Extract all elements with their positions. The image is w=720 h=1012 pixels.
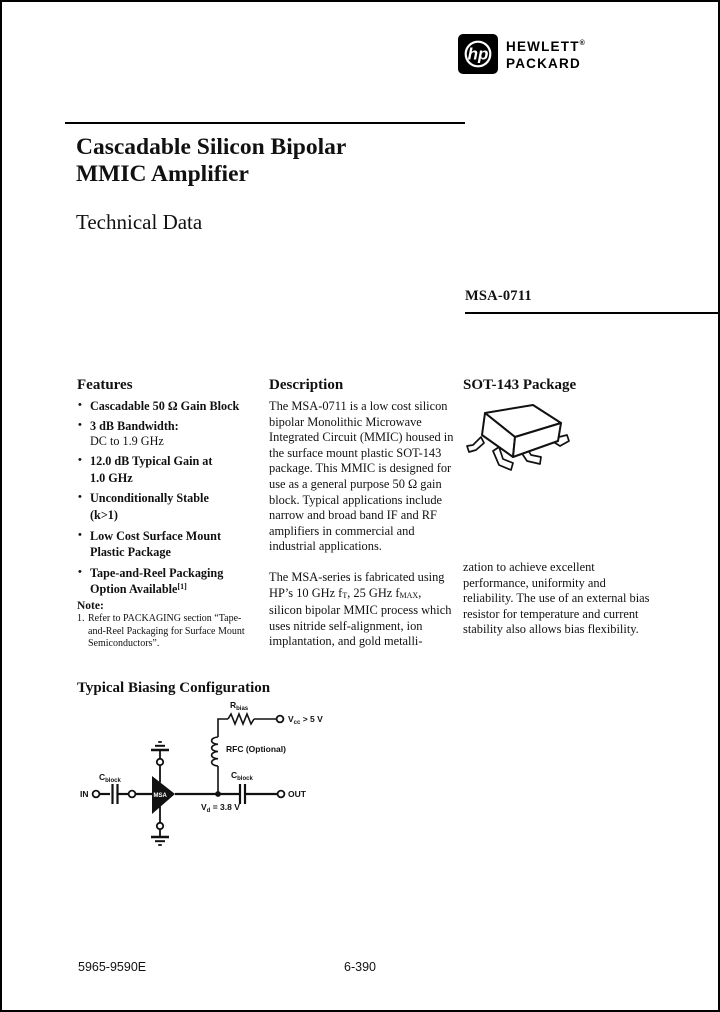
package-section (463, 377, 718, 481)
hp-logo-icon (458, 34, 498, 74)
bias-resistor (228, 714, 254, 724)
feature-text: Low Cost Surface Mount (90, 528, 222, 543)
page-subtitle: Technical Data (76, 210, 203, 234)
footnote-ref: [1] (177, 582, 187, 592)
bullet-icon: • (78, 565, 82, 578)
feature-item: • Low Cost Surface Mount Plastic Package (78, 528, 222, 560)
biasing-circuit-diagram (80, 697, 412, 859)
note-text: Refer to PACKAGING section “Tape-and-Reel Packaging for Surface Mount Semiconductors”. (88, 613, 245, 650)
page-title (76, 134, 346, 187)
feature-item: • 3 dB Bandwidth: DC to 1.9 GHz (78, 419, 179, 449)
description-section (269, 377, 457, 650)
input-terminal (93, 791, 100, 798)
vcc-terminal (277, 716, 284, 723)
top-via (157, 759, 163, 765)
bullet-icon: • (78, 454, 82, 467)
feature-text: Unconditionally Stable (90, 491, 209, 506)
vd-label: $V_d = 3.8$ V (201, 802, 240, 814)
page-number: 6-390 (344, 960, 376, 974)
in-label: IN (80, 788, 89, 799)
feature-text: Tape-and-Reel Packaging (90, 565, 224, 580)
bottom-via (157, 823, 163, 829)
features-section (77, 377, 262, 603)
output-terminal (278, 791, 285, 798)
description-paragraph-2: The MSA-series is fabricated using HP’s 10 GHz fT, 25 GHz fMAX, silicon bipolar MMIC process which uses nitride self-alignment, ion implantation, and gold metalli- (269, 569, 452, 649)
vcc-label: $V_{cc} > 5$ V (288, 713, 323, 726)
rfc-inductor (212, 737, 218, 766)
title-line2: MMIC Amplifier (76, 160, 249, 187)
bias-node-dot (215, 791, 221, 797)
biasing-heading: Typical Biasing Configuration (77, 680, 271, 696)
hp-logo-text: hp (467, 44, 489, 64)
feature-text: 12.0 dB Typical Gain at (90, 454, 213, 469)
sot143-package-drawing (463, 399, 581, 481)
ft-subscript: T (342, 590, 348, 600)
output-cblock-label: $C_{block}$ (231, 770, 253, 782)
header-brand (458, 34, 585, 74)
rfc-label: RFC (Optional) (226, 744, 286, 754)
part-number-rule (465, 312, 718, 314)
feature-item: • Unconditionally Stable (k>1) (78, 491, 209, 523)
out-label: OUT (288, 788, 306, 799)
fmax-subscript: MAX (399, 590, 419, 600)
rbias-label: $R_{bias}$ (230, 700, 249, 712)
registered-mark: ® (579, 40, 585, 47)
title-line1: Cascadable Silicon Bipolar (76, 134, 347, 160)
brand-name (506, 36, 585, 72)
output-blocking-capacitor (240, 784, 245, 804)
description-continuation: zation to achieve excellent performance, uniformity and reliability. The use of an external bias resistor for temperature and current stability also allows bias flexibility. (463, 560, 650, 637)
feature-item: • 12.0 dB Typical Gain at 1.0 GHz (78, 454, 213, 486)
title-rule (65, 122, 465, 124)
bullet-icon: • (78, 528, 82, 541)
brand-line2: PACKARD (506, 55, 581, 71)
bullet-icon: • (78, 399, 82, 411)
bullet-icon: • (78, 419, 82, 432)
description-heading: Description (269, 377, 344, 393)
input-blocking-capacitor (113, 784, 118, 804)
features-list (77, 399, 262, 597)
note-number: 1. (77, 613, 85, 624)
features-heading: Features (77, 377, 133, 393)
input-via (129, 791, 136, 798)
input-cblock-label: $C_{block}$ (99, 772, 121, 784)
note-heading: Note: (77, 600, 104, 612)
feature-text: 3 dB Bandwidth: (90, 419, 179, 434)
bullet-icon: • (78, 491, 82, 504)
feature-text: Cascadable 50 Ω Gain Block (90, 399, 240, 413)
amplifier-label: MSA (153, 793, 167, 799)
note-section (77, 599, 255, 651)
package-heading: SOT-143 Package (463, 377, 577, 393)
part-number: MSA-0711 (465, 288, 532, 304)
description-paragraph-1: The MSA-0711 is a low cost silicon bipolar Monolithic Microwave Integrated Circuit (MMIC) housed in the surface mount plastic SOT-143 package. This MMIC is designed for use as a general purpose 50 Ω gain block. Typical applications include narrow and broad band IF and RF amplifiers in commercial and industrial applications. (269, 399, 454, 554)
brand-line1: HEWLETT (506, 39, 580, 54)
feature-item: • Tape-and-Reel Packaging Option Available[1] (78, 565, 224, 597)
document-number: 5965-9590E (78, 960, 147, 974)
feature-item (77, 399, 262, 414)
